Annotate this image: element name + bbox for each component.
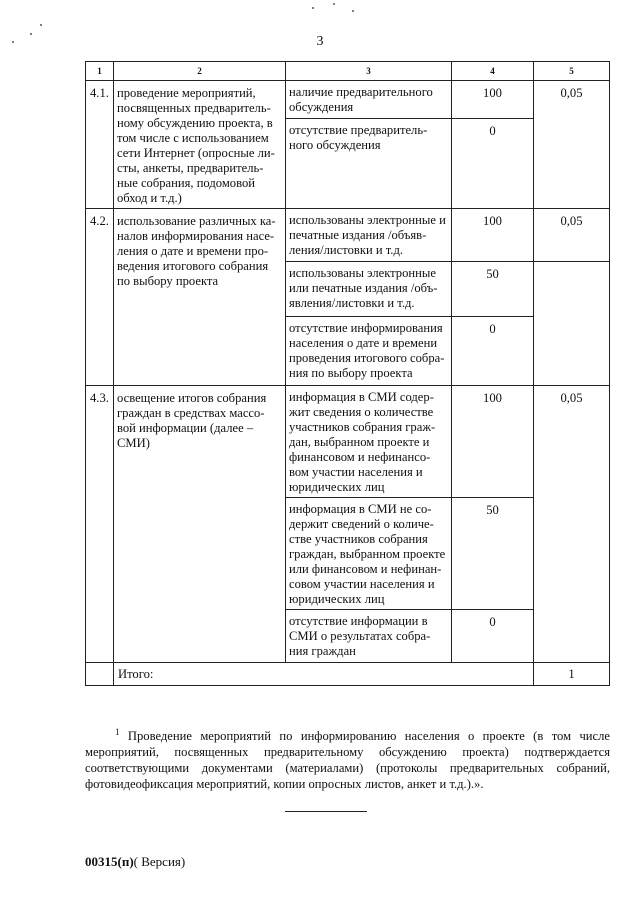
scan-speck [12, 41, 14, 43]
scan-speck [352, 10, 354, 12]
document-version: ( Версия) [133, 854, 186, 869]
scan-speck [40, 24, 42, 26]
option-text: использованы электронные или печатные издания /объ-явления/листовки и т.д. [286, 262, 452, 317]
option-text: отсутствие информирования населения о дате и времени проведения итогового собра-ния по выбору проекта [286, 317, 452, 386]
weight-value: 0,05 [534, 81, 610, 209]
footnote-marker: 1 [115, 727, 120, 737]
option-points: 100 [452, 386, 534, 498]
option-points: 50 [452, 262, 534, 317]
total-empty-cell [86, 663, 114, 686]
row-number: 4.3. [86, 386, 114, 663]
footnote [85, 724, 610, 792]
option-points: 100 [452, 209, 534, 262]
option-text: использованы электронные и печатные издания /объяв-ления/листовки и т.д. [286, 209, 452, 262]
weight-value: 0,05 [534, 386, 610, 663]
table-row [86, 209, 610, 262]
option-text: информация в СМИ не со-держит сведений о количе-стве участников собрания граждан, выбранном проекте или финансовом и нефинан-совом участии населения и юридических лиц [286, 498, 452, 610]
table-row [86, 81, 610, 119]
header-cell: 1 [86, 62, 114, 81]
option-points: 100 [452, 81, 534, 119]
option-points: 0 [452, 610, 534, 663]
criterion-text: освещение итогов собрания граждан в средствах массо-вой информации (далее – СМИ) [114, 386, 286, 663]
option-text: отсутствие информации в СМИ о результатах собра-ния граждан [286, 610, 452, 663]
header-cell: 3 [286, 62, 452, 81]
weight-empty-cell [534, 262, 610, 386]
option-text: информация в СМИ содер-жит сведения о количестве участников собрания граж-дан, выбранном проекте и финансовом и нефинансо-вом участии населения и юридических лиц [286, 386, 452, 498]
total-label: Итого: [114, 663, 534, 686]
scan-speck [333, 3, 335, 5]
scan-speck [30, 33, 32, 35]
document-footer [85, 854, 185, 870]
row-number: 4.2. [86, 209, 114, 386]
table-row [86, 386, 610, 498]
header-cell: 2 [114, 62, 286, 81]
total-value: 1 [534, 663, 610, 686]
option-points: 0 [452, 118, 534, 208]
row-number: 4.1. [86, 81, 114, 209]
page-number: 3 [316, 34, 324, 49]
option-text: наличие предварительного обсуждения [286, 81, 452, 119]
criterion-text: использование различных ка-налов информирования насе-ления о дате и времени про-ведения итогового собрания по выбору проекта [114, 209, 286, 386]
separator-line [285, 811, 367, 812]
total-row [86, 663, 610, 686]
option-points: 0 [452, 317, 534, 386]
weight-value: 0,05 [534, 209, 610, 262]
footnote-text: Проведение мероприятий по информированию населения о проекте (в том числе мероприятий, посвященных предварительному обсуждению проекта) подтверждается соответствующими документами (материалами) (протоколы предварительных собраний, фотовидеофиксация мероприятий, копии опросных листов, анкет и т.д.).». [85, 729, 610, 792]
header-cell: 4 [452, 62, 534, 81]
criterion-text: проведение мероприятий, посвященных предваритель-ному обсуждению проекта, в том числе с использованием сети Интернет (опросные ли-сты, анкеты, предваритель-ные собрания, подомовой обход и т.д.) [114, 81, 286, 209]
scan-speck [312, 7, 314, 9]
document-code: 00315(п) [85, 854, 134, 869]
table-header-row [86, 62, 610, 81]
option-text: отсутствие предваритель-ного обсуждения [286, 118, 452, 208]
header-cell: 5 [534, 62, 610, 81]
criteria-table [85, 61, 610, 686]
option-points: 50 [452, 498, 534, 610]
